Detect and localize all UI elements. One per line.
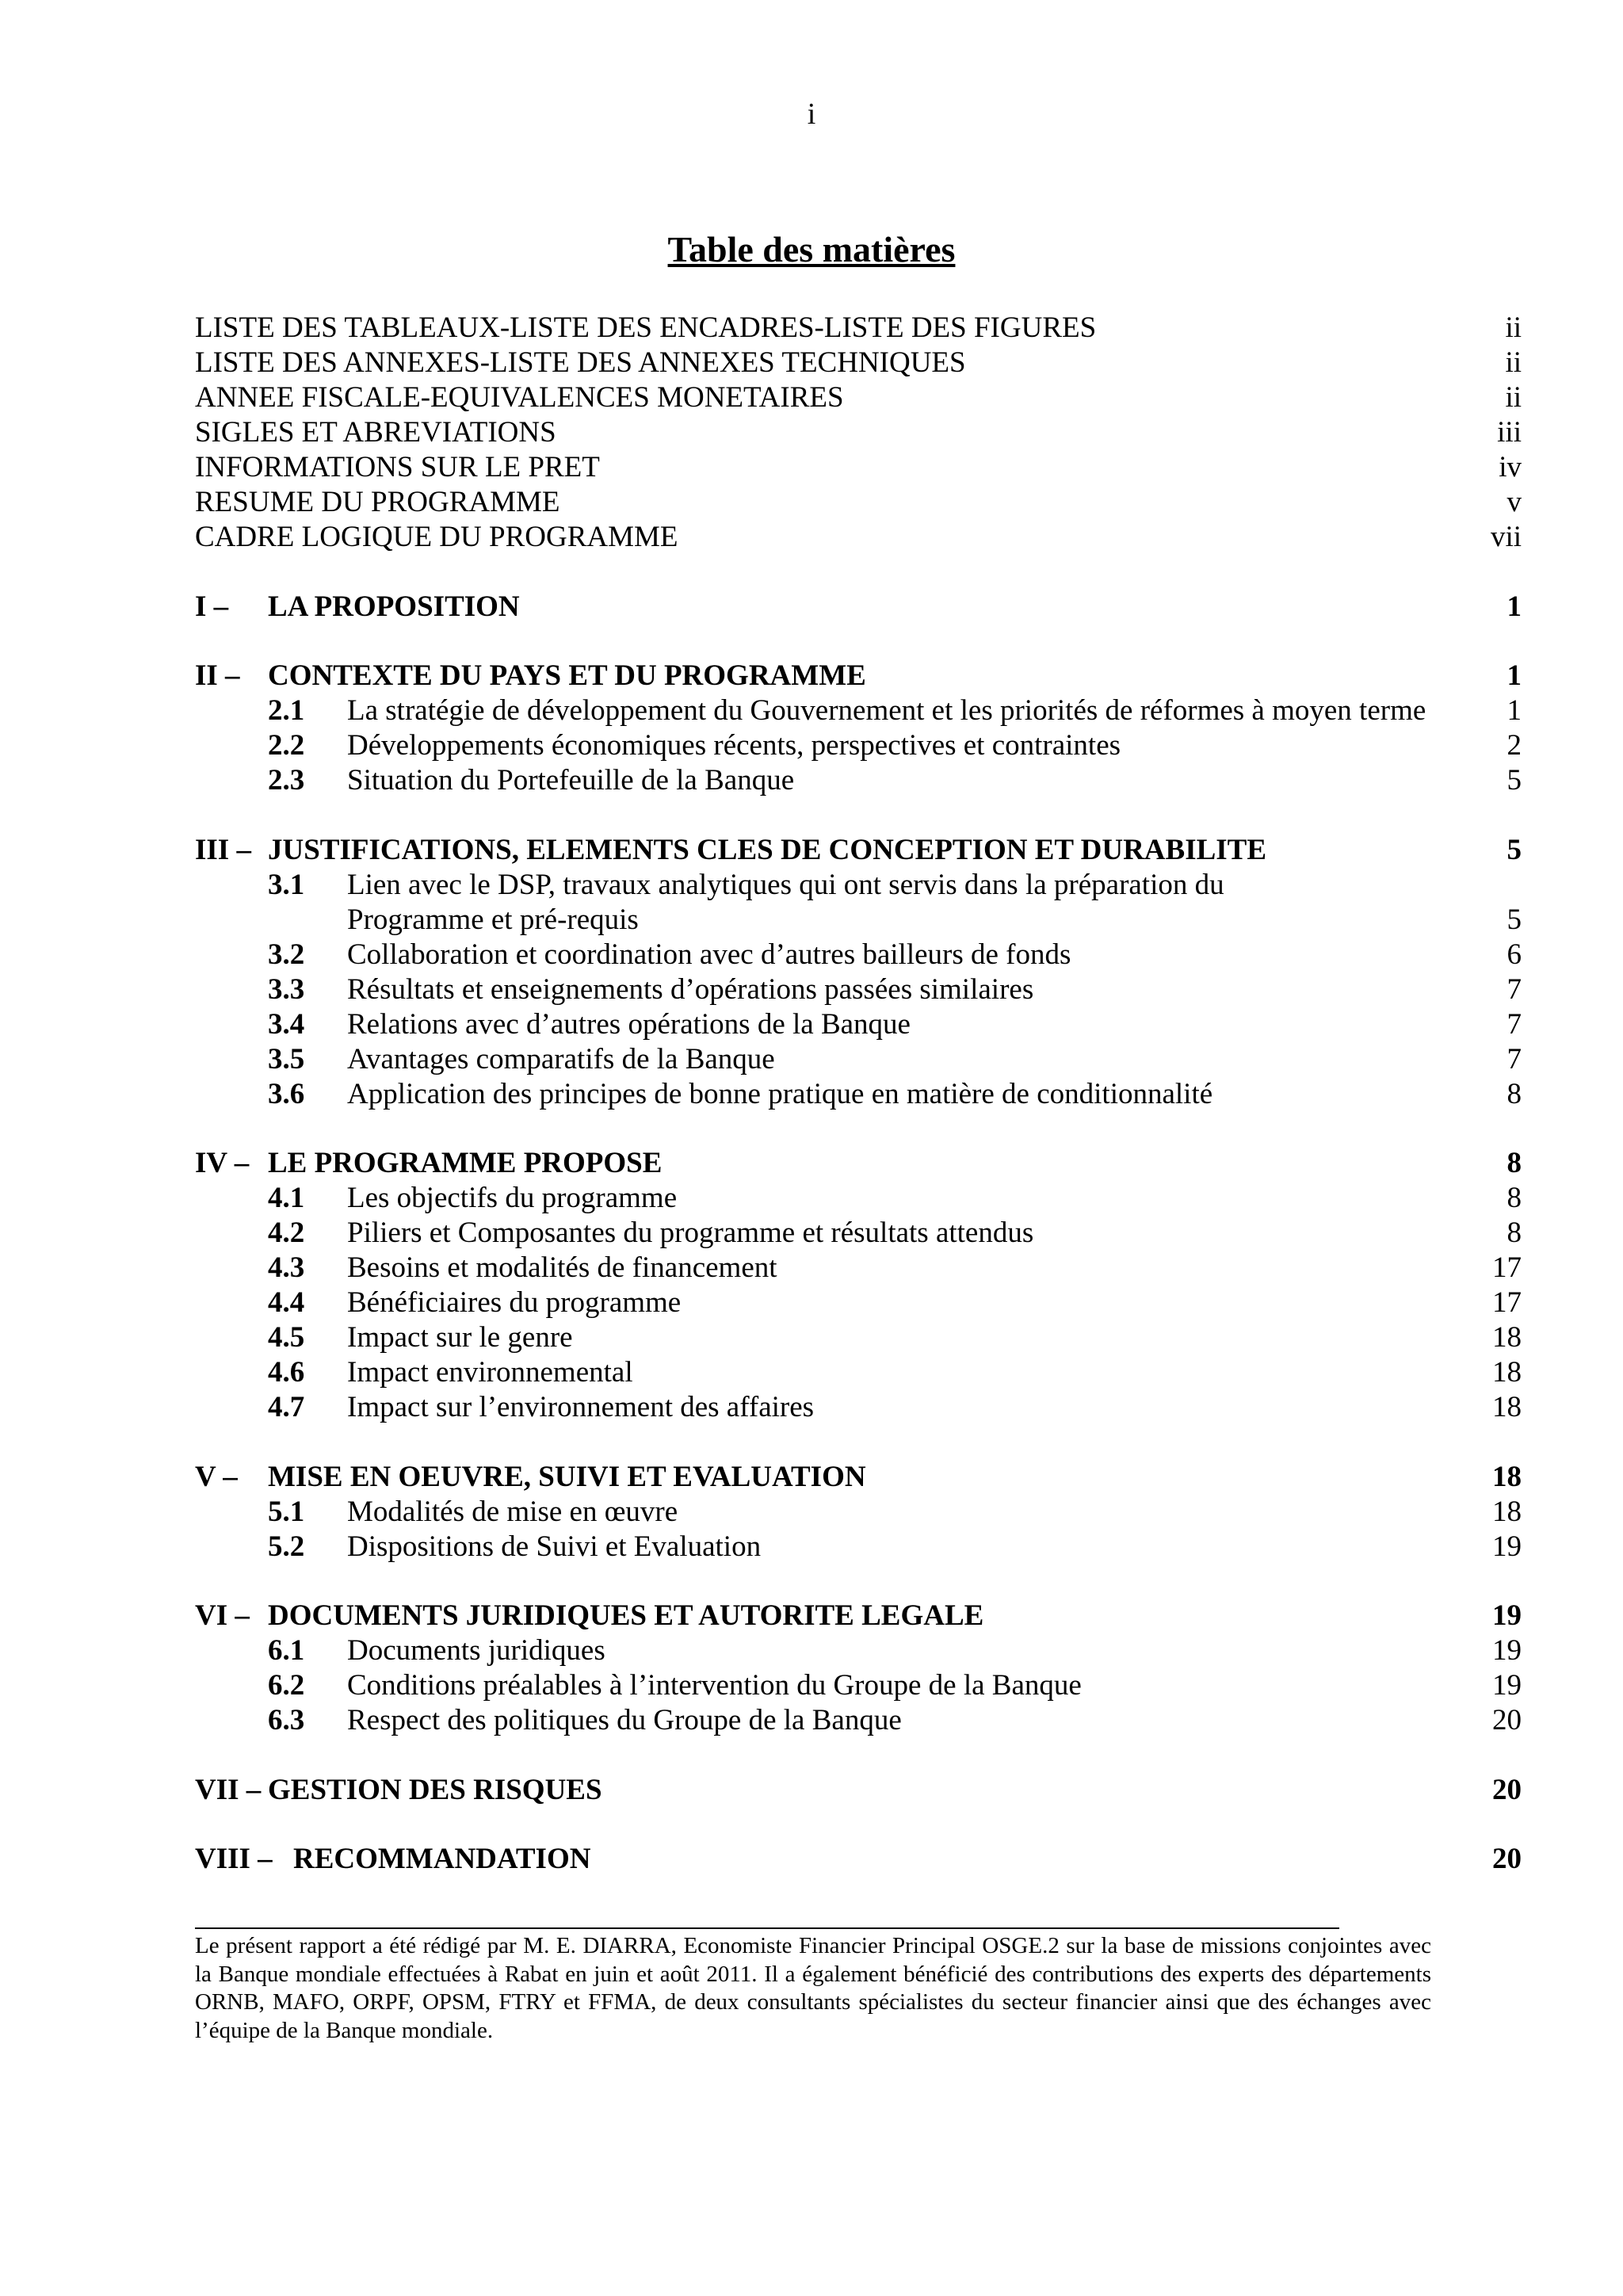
toc-subsection-entry [195,1216,1522,1251]
toc-page-number: iii [1497,416,1522,449]
toc-section-entry [195,1599,1522,1633]
toc-front-entry [195,415,1522,450]
toc-subsection-title: Impact environnemental [347,1356,633,1389]
toc-page-number: 7 [1507,972,1522,1006]
toc-spacer [195,555,1522,590]
toc-subsection-number: 3.4 [268,1007,305,1041]
toc-section-number: V – [195,1460,238,1493]
toc-front-entry [195,520,1522,555]
toc-section-entry [195,1773,1522,1808]
toc-subsection-entry [195,1633,1522,1668]
toc-section-entry [195,1460,1522,1495]
toc-page-number: 20 [1492,1843,1522,1875]
toc-page-number: 1 [1507,590,1522,623]
toc-subsection-number: 6.3 [268,1704,305,1736]
toc-subsection-number: 4.3 [268,1251,305,1284]
toc-subsection-number: 2.3 [268,764,305,797]
toc-page-number: ii [1505,381,1522,414]
toc-page-number: 8 [1507,1217,1522,1249]
toc-entry-title: INFORMATIONS SUR LE PRET [195,451,600,483]
toc-subsection-title: Modalités de mise en œuvre [347,1495,678,1528]
toc-page-number: 1 [1507,659,1522,692]
toc-page-number: 8 [1507,1077,1522,1110]
toc-page-number: 20 [1492,1704,1522,1736]
page-number: i [807,97,816,131]
toc-subsection-entry [195,1355,1522,1390]
toc-page-number: 19 [1492,1599,1522,1632]
toc-subsection-entry [195,972,1522,1007]
toc-subsection-entry [195,763,1522,798]
toc-subsection-number: 2.2 [268,729,305,762]
toc-page-number: 17 [1492,1286,1522,1319]
toc-section-title: LE PROGRAMME PROPOSE [268,1147,663,1179]
toc-subsection-entry [195,1181,1522,1216]
toc-subsection-title-continued: Programme et pré-requis [347,903,639,936]
toc-front-entry [195,311,1522,346]
toc-subsection-entry [195,1530,1522,1564]
toc-page-number: 5 [1507,833,1522,866]
footnote: Le présent rapport a été rédigé par M. E. DIARRA, Economiste Financier Principal OSGE.2 sur la base de missions conjointes avec la Banque mondiale effectuées à Rabat en juin et août 2011. Il a également bénéficié des contributions des experts des départements ORNB, MAFO, ORPF, OPSM, FTRY et FFMA, de deux consultants spécialistes du secteur financier ainsi que des échanges avec l’équipe de la Banque mondiale. [195,1933,1431,2043]
toc-subsection-title: Impact sur l’environnement des affaires [347,1391,815,1423]
toc-front-entry [195,485,1522,520]
toc-subsection-entry [195,1668,1522,1703]
toc-page-number: 2 [1507,729,1522,762]
toc-section-entry [195,590,1522,625]
toc-page-number: 1 [1507,694,1522,727]
toc-subsection-number: 4.7 [268,1391,305,1423]
footnote-divider [195,1927,1339,1929]
toc-subsection-number: 4.6 [268,1356,305,1389]
toc-subsection-title: Développements économiques récents, perspectives et contraintes [347,729,1121,762]
toc-subsection-number: 5.1 [268,1495,305,1528]
toc-page-number: 17 [1492,1251,1522,1284]
toc-subsection-title: Besoins et modalités de financement [347,1251,777,1284]
toc-subsection-title: Dispositions de Suivi et Evaluation [347,1530,762,1563]
toc-section-number: VIII – [195,1843,273,1875]
toc-section-title: CONTEXTE DU PAYS ET DU PROGRAMME [268,659,866,692]
toc-subsection-title: Impact sur le genre [347,1321,573,1354]
toc-subsection-title: Situation du Portefeuille de la Banque [347,764,795,797]
toc-subsection-title: Respect des politiques du Groupe de la Banque [347,1704,902,1736]
toc-subsection-number: 3.3 [268,972,305,1006]
toc-spacer [195,798,1522,833]
toc-section-entry [195,833,1522,868]
toc-subsection-number: 4.4 [268,1286,305,1319]
toc-section-title: JUSTIFICATIONS, ELEMENTS CLES DE CONCEPTION ET DURABILITE [268,833,1267,866]
toc-subsection-entry [195,693,1522,728]
toc-subsection-title: Les objectifs du programme [347,1182,678,1214]
toc-subsection-entry [195,728,1522,763]
toc-page-number: ii [1505,311,1522,344]
toc-subsection-title: Application des principes de bonne pratique en matière de conditionnalité [347,1077,1213,1110]
toc-section-number: I – [195,590,229,623]
toc-subsection-number: 4.1 [268,1182,305,1214]
toc-page-number: 18 [1492,1460,1522,1493]
toc-subsection-entry [195,1320,1522,1355]
toc-subsection-title: Relations avec d’autres opérations de la Banque [347,1007,911,1041]
toc-spacer [195,1425,1522,1460]
toc-page-number: 8 [1507,1182,1522,1214]
toc-section-number: IV – [195,1147,250,1179]
toc-section-entry [195,1842,1522,1877]
toc-subsection-entry [195,1042,1522,1077]
toc-section-number: II – [195,659,240,692]
toc-front-entry [195,346,1522,380]
toc-subsection-entry [195,1077,1522,1112]
toc-subsection-number: 3.6 [268,1077,305,1110]
toc-subsection-entry [195,1390,1522,1425]
toc-section-title: LA PROPOSITION [268,590,520,623]
toc-page-number: iv [1499,451,1522,483]
toc-spacer [195,1112,1522,1147]
toc-page-number: 7 [1507,1042,1522,1075]
toc-subsection-entry [195,938,1522,972]
toc-subsection-entry [195,1007,1522,1042]
toc-page-number: 18 [1492,1321,1522,1354]
toc-page-number: 7 [1507,1007,1522,1041]
toc-subsection-number: 6.2 [268,1669,305,1702]
toc-spacer [195,1738,1522,1773]
toc-page-number: 8 [1507,1147,1522,1179]
toc-subsection-title: Conditions préalables à l’intervention du Groupe de la Banque [347,1669,1082,1702]
toc-subsection-title: Collaboration et coordination avec d’autres bailleurs de fonds [347,938,1071,971]
toc-subsection-entry [195,1251,1522,1286]
toc-subsection-title: Résultats et enseignements d’opérations passées similaires [347,972,1034,1006]
toc-page-number: ii [1505,346,1522,379]
toc-page-number: v [1507,486,1522,518]
toc-subsection-title: La stratégie de développement du Gouvernement et les priorités de réformes à moyen terme [347,694,1426,727]
toc-page-number: 19 [1492,1669,1522,1702]
toc-entry-title: LISTE DES ANNEXES-LISTE DES ANNEXES TECHNIQUES [195,346,966,379]
page-title: Table des matières [667,229,956,269]
toc-section-title: GESTION DES RISQUES [268,1773,602,1806]
toc-subsection-number: 3.2 [268,938,305,971]
toc-subsection-entry [195,1495,1522,1530]
toc-entry-title: RESUME DU PROGRAMME [195,486,560,518]
toc-section-entry [195,1146,1522,1181]
toc-page-number: 5 [1507,903,1522,936]
toc-subsection-number: 3.5 [268,1042,305,1075]
toc-entry-title: SIGLES ET ABREVIATIONS [195,416,556,449]
toc-entry-title: CADRE LOGIQUE DU PROGRAMME [195,521,678,553]
toc-spacer [195,625,1522,659]
toc-subsection-entry [195,868,1522,903]
toc-subsection-number: 5.2 [268,1530,305,1563]
toc-section-title: RECOMMANDATION [293,1843,591,1875]
toc-subsection-title: Documents juridiques [347,1634,605,1667]
toc-entry-title: LISTE DES TABLEAUX-LISTE DES ENCADRES-LISTE DES FIGURES [195,311,1097,344]
toc-subsection-title: Bénéficiaires du programme [347,1286,682,1319]
toc-subsection-entry [195,1286,1522,1320]
toc-subsection-title: Lien avec le DSP, travaux analytiques qui ont servis dans la préparation du [347,868,1224,901]
toc-section-number: VII – [195,1773,262,1806]
toc-section-entry [195,659,1522,693]
toc-subsection-number: 6.1 [268,1634,305,1667]
toc-section-title: MISE EN OEUVRE, SUIVI ET EVALUATION [268,1460,866,1493]
toc-front-entry [195,450,1522,485]
table-of-contents [195,311,1522,1877]
toc-page-number: 19 [1492,1530,1522,1563]
toc-page-number: vii [1490,521,1522,553]
toc-spacer [195,1808,1522,1843]
toc-subsection-entry [195,1703,1522,1738]
toc-subsection-number: 2.1 [268,694,305,727]
toc-page-number: 18 [1492,1495,1522,1528]
toc-front-entry [195,380,1522,415]
toc-subsection-continuation [195,903,1522,938]
toc-section-title: DOCUMENTS JURIDIQUES ET AUTORITE LEGALE [268,1599,984,1632]
toc-page-number: 5 [1507,764,1522,797]
toc-section-number: III – [195,833,251,866]
toc-entry-title: ANNEE FISCALE-EQUIVALENCES MONETAIRES [195,381,844,414]
toc-subsection-number: 3.1 [268,868,305,901]
toc-subsection-title: Piliers et Composantes du programme et résultats attendus [347,1217,1034,1249]
toc-section-number: VI – [195,1599,250,1632]
toc-subsection-number: 4.5 [268,1321,305,1354]
toc-page-number: 20 [1492,1773,1522,1806]
toc-page-number: 6 [1507,938,1522,971]
toc-subsection-title: Avantages comparatifs de la Banque [347,1042,775,1075]
toc-spacer [195,1564,1522,1599]
toc-page-number: 18 [1492,1356,1522,1389]
toc-page-number: 18 [1492,1391,1522,1423]
toc-page-number: 19 [1492,1634,1522,1667]
toc-subsection-number: 4.2 [268,1217,305,1249]
